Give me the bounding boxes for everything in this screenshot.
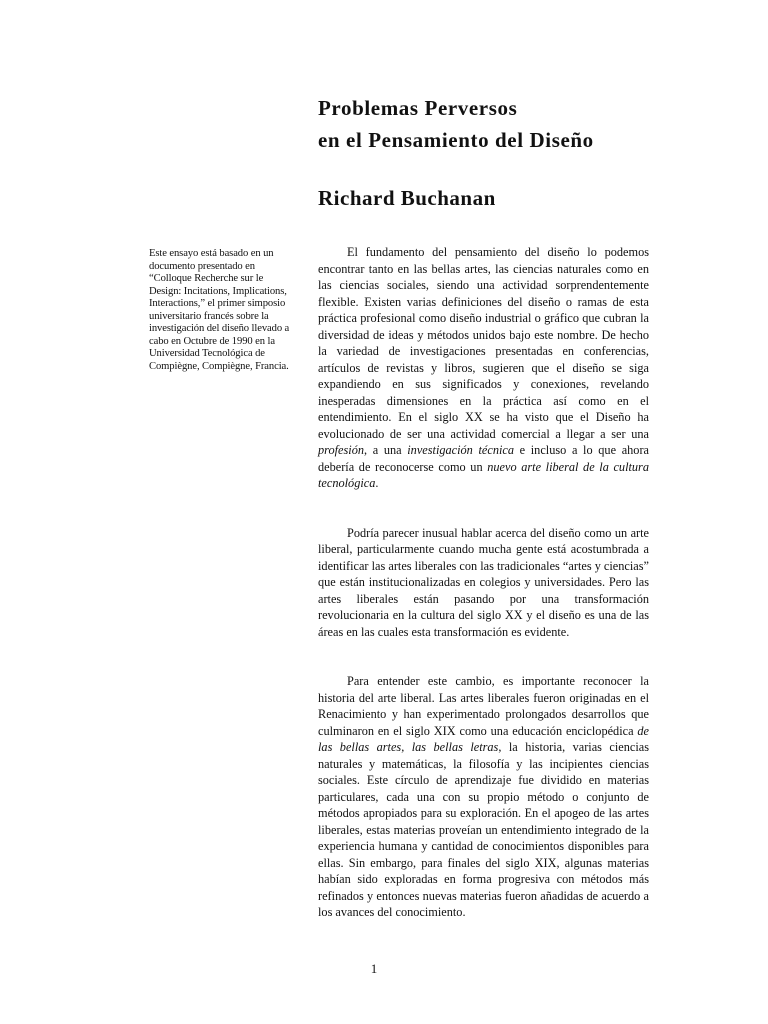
text-run: . [375,476,379,490]
italic-text-run: profesión [318,443,364,457]
side-note: Este ensayo está basado en un documento presentado en “Colloque Recherche sur le Design: Incitations, Implications, Interactions,” el primer simposio universitario francés sobre la investigación del diseño llevado a cabo en Octubre de 1990 en la Universidad Tecnológica de Compiègne, Compiègne, Francia. [149,248,290,372]
title-line-2: en el Pensamiento del Diseño [318,128,594,152]
title-line-1: Problemas Perversos [318,96,518,120]
text-run: El fundamento del pensamiento del diseño lo podemos encontrar tanto en las bellas artes, las ciencias naturales como en las ciencias sociales, siendo una actividad sorprendentemente flexible. Existen varias definiciones del diseño o ramas de esta práctica profesional como diseño industrial o gráfico que cubran la diversidad de ideas y métodos unidos bajo este nombre. De hecho la variedad de investigaciones presentadas en conferencias, artículos de revistas y libros, sugieren que el diseño se siga expandiendo en sus significados y conexiones, revelando inesperadas dimensiones en la práctica así como en el entendimiento. En el siglo XX se ha visto que el Diseño ha evolucionado de ser una actividad comercial a llegar a ser una [318,245,649,441]
page-number: 1 [370,961,378,976]
italic-text-run: investigación técnica [407,443,514,457]
article-body [318,244,649,921]
paragraph-2 [318,525,649,641]
italic-text-run: de las bellas artes, las bellas letras [318,723,649,754]
paragraph-1 [318,244,649,492]
italic-text-run: nuevo arte liberal de la cultura tecnológica [318,459,649,490]
text-run: , a una [364,443,408,457]
text-run: Para entender este cambio, es importante reconocer la historia del arte liberal. Las artes liberales fueron originadas en el Renacimiento y han experimentado prolongados desarrollos que culminaron en el siglo XIX como una educación enciclopédica [318,674,649,738]
text-run: , la historia, varias ciencias naturales y matemáticas, la filosofía y las incipientes ciencias sociales. Este círculo de aprendizaje fue dividido en materias particulares, cada una con su propio método o conjunto de métodos apropiados para su exploración. En el apogeo de las artes liberales, estas materias proveían un entendimiento integrado de la experiencia humana y cantidad de conocimientos disponibles para ellas. Sin embargo, para finales del siglo XIX, algunas materias habían sido exploradas en forma progresiva con métodos más refinados y entonces nuevas materias fueron añadidas de acuerdo a los avances del conocimiento. [318,740,650,919]
article-title [318,92,738,156]
paragraph-3 [318,673,649,921]
author-name: Richard Buchanan [318,186,496,210]
text-run: e incluso a lo que ahora debería de reconocerse como un [318,443,649,474]
text-run: Podría parecer inusual hablar acerca del diseño como un arte liberal, particularmente cuando mucha gente está acostumbrada a identificar las artes liberales con las tradicionales “artes y ciencias” que están institucionalizadas en colegios y universidades. Pero las artes liberales están pasando por una transformación revolucionaria en la cultura del siglo XX y el diseño es una de las áreas en las cuales esta transformación es evidente. [318,525,649,639]
